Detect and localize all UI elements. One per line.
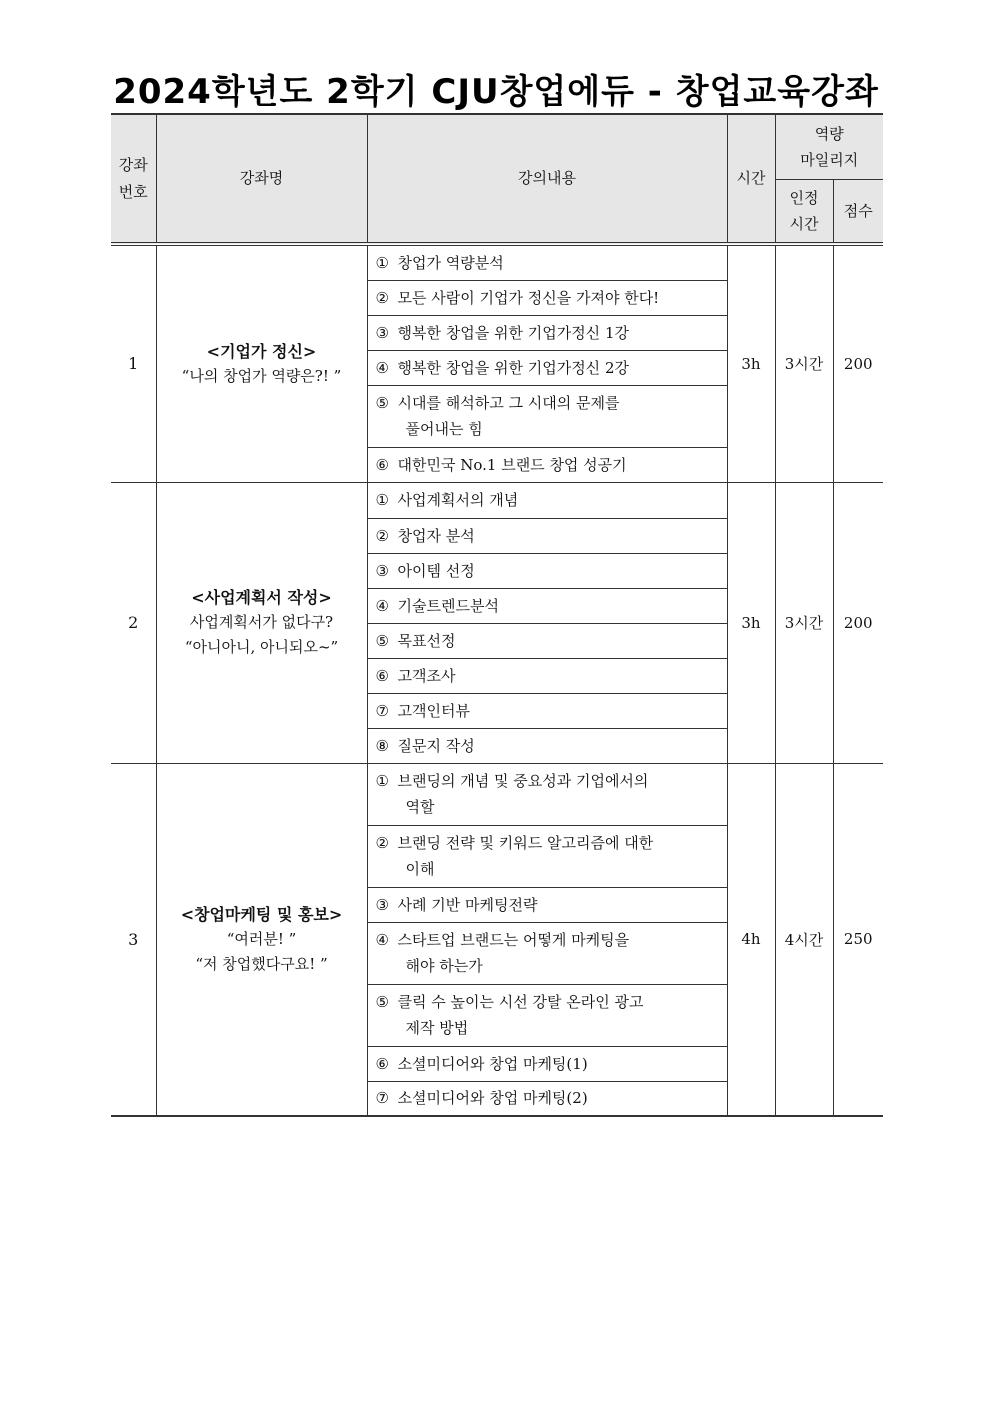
- item-text: 풀어내는 힘: [405, 420, 483, 438]
- course-title: <기업가 정신>: [206, 341, 317, 361]
- item-text: 브랜딩 전략 및 키워드 알고리즘에 대한: [397, 834, 654, 852]
- item-number: ⑥: [375, 455, 389, 474]
- header-course-no-label: 강좌 번호: [118, 156, 148, 201]
- header-mileage: [775, 114, 883, 180]
- course-name: [156, 244, 367, 482]
- header-course-no: [111, 114, 156, 244]
- item-number: ④: [375, 931, 389, 949]
- course-subtitle: “여러분! ”: [226, 929, 297, 948]
- course-body: [111, 244, 883, 1116]
- course-number: 2: [111, 482, 156, 763]
- lecture-item: [367, 658, 727, 693]
- lecture-item: [367, 887, 727, 922]
- recognized-time: 3시간: [775, 244, 833, 482]
- item-number: ②: [375, 526, 389, 545]
- header-mileage-label: 역량 마일리지: [800, 124, 859, 169]
- item-text: 행복한 창업을 위한 기업가정신 2강: [397, 358, 629, 377]
- item-number: ⑥: [375, 1054, 389, 1073]
- lecture-item: [367, 553, 727, 588]
- course-table: [111, 113, 883, 1117]
- item-number: ①: [375, 772, 389, 790]
- item-text: 해야 하는가: [405, 957, 483, 975]
- lecture-item: [367, 1081, 727, 1116]
- item-text: 고객조사: [397, 666, 456, 685]
- course-number: 1: [111, 244, 156, 482]
- lecture-item: [367, 984, 727, 1046]
- item-text: 제작 방법: [405, 1019, 469, 1037]
- lecture-item: [367, 315, 727, 350]
- lecture-item: [367, 280, 727, 315]
- item-number: ①: [375, 491, 389, 509]
- header-time: 시간: [727, 114, 775, 244]
- item-text: 아이템 선정: [397, 561, 475, 580]
- course-name: [156, 482, 367, 763]
- lecture-item: [367, 922, 727, 984]
- course-title: <창업마케팅 및 홍보>: [180, 904, 343, 924]
- lecture-item: [367, 728, 727, 763]
- lecture-item: [367, 623, 727, 658]
- item-text: 목표선정: [397, 631, 456, 650]
- item-text: 기술트렌드분석: [397, 596, 499, 615]
- course-number: 3: [111, 763, 156, 1116]
- item-text: 대한민국 No.1 브랜드 창업 성공기: [397, 455, 627, 474]
- header-content: 강의내용: [367, 114, 727, 244]
- header-recognized-time: [775, 180, 833, 245]
- item-text: 고객인터뷰: [397, 701, 470, 720]
- lecture-item: [367, 482, 727, 518]
- course-time: 4h: [727, 763, 775, 1116]
- item-number: ⑤: [375, 993, 389, 1011]
- mileage-score: 250: [833, 763, 883, 1116]
- item-text: 스타트업 브랜드는 어떻게 마케팅을: [397, 931, 630, 949]
- item-number: ⑦: [375, 701, 389, 720]
- item-text: 창업가 역량분석: [397, 253, 504, 272]
- table-row: [111, 244, 883, 280]
- item-text: 사업계획서의 개념: [397, 491, 519, 509]
- lecture-item: [367, 447, 727, 482]
- lecture-item: [367, 763, 727, 825]
- item-text: 이해: [405, 860, 435, 878]
- lecture-item: [367, 244, 727, 280]
- table-row: [111, 763, 883, 825]
- lecture-item: [367, 350, 727, 385]
- mileage-score: 200: [833, 244, 883, 482]
- header-recognized-time-label: 인정 시간: [789, 188, 819, 233]
- item-text: 소셜미디어와 창업 마케팅(2): [397, 1089, 588, 1108]
- item-number: ④: [375, 358, 389, 377]
- item-text: 행복한 창업을 위한 기업가정신 1강: [397, 323, 629, 342]
- course-time: 3h: [727, 482, 775, 763]
- item-number: ③: [375, 323, 389, 342]
- header-course-name: 강좌명: [156, 114, 367, 244]
- item-text: 모든 사람이 기업가 정신을 가져야 한다!: [397, 288, 660, 307]
- course-subtitle: “나의 창업가 역량은?! ”: [181, 366, 342, 385]
- item-number: ⑤: [375, 394, 389, 412]
- page-title: 2024학년도 2학기 CJU창업에듀 - 창업교육강좌: [113, 72, 879, 112]
- lecture-item: [367, 588, 727, 623]
- item-number: ⑤: [375, 631, 389, 650]
- lecture-item: [367, 1046, 727, 1081]
- item-number: ①: [375, 253, 389, 272]
- recognized-time: 3시간: [775, 482, 833, 763]
- item-text: 질문지 작성: [397, 736, 475, 755]
- course-time: 3h: [727, 244, 775, 482]
- item-number: ②: [375, 834, 389, 852]
- lecture-item: [367, 385, 727, 447]
- item-number: ⑥: [375, 666, 389, 685]
- item-number: ⑦: [375, 1089, 389, 1108]
- course-subtitle: “아니아니, 아니되오~”: [184, 638, 339, 656]
- item-text: 소셜미디어와 창업 마케팅(1): [397, 1054, 588, 1073]
- item-number: ⑧: [375, 736, 389, 755]
- item-text: 시대를 해석하고 그 시대의 문제를: [397, 394, 620, 412]
- course-subtitle: “저 창업했다구요! ”: [195, 954, 328, 973]
- course-title: <사업계획서 작성>: [191, 588, 332, 607]
- item-text: 브랜딩의 개념 및 중요성과 기업에서의: [397, 772, 649, 790]
- table-row: [111, 482, 883, 518]
- item-number: ④: [375, 596, 389, 615]
- course-name: [156, 763, 367, 1116]
- item-text: 사례 기반 마케팅전략: [397, 895, 538, 914]
- recognized-time: 4시간: [775, 763, 833, 1116]
- item-number: ③: [375, 561, 389, 580]
- lecture-item: [367, 518, 727, 553]
- course-subtitle: 사업계획서가 없다구?: [189, 613, 334, 631]
- mileage-score: 200: [833, 482, 883, 763]
- lecture-item: [367, 825, 727, 887]
- item-text: 클릭 수 높이는 시선 강탈 온라인 광고: [397, 993, 644, 1011]
- item-text: 역할: [405, 798, 435, 816]
- item-text: 창업자 분석: [397, 526, 475, 545]
- item-number: ③: [375, 895, 389, 914]
- lecture-item: [367, 693, 727, 728]
- item-number: ②: [375, 288, 389, 307]
- header-score: 점수: [833, 180, 883, 245]
